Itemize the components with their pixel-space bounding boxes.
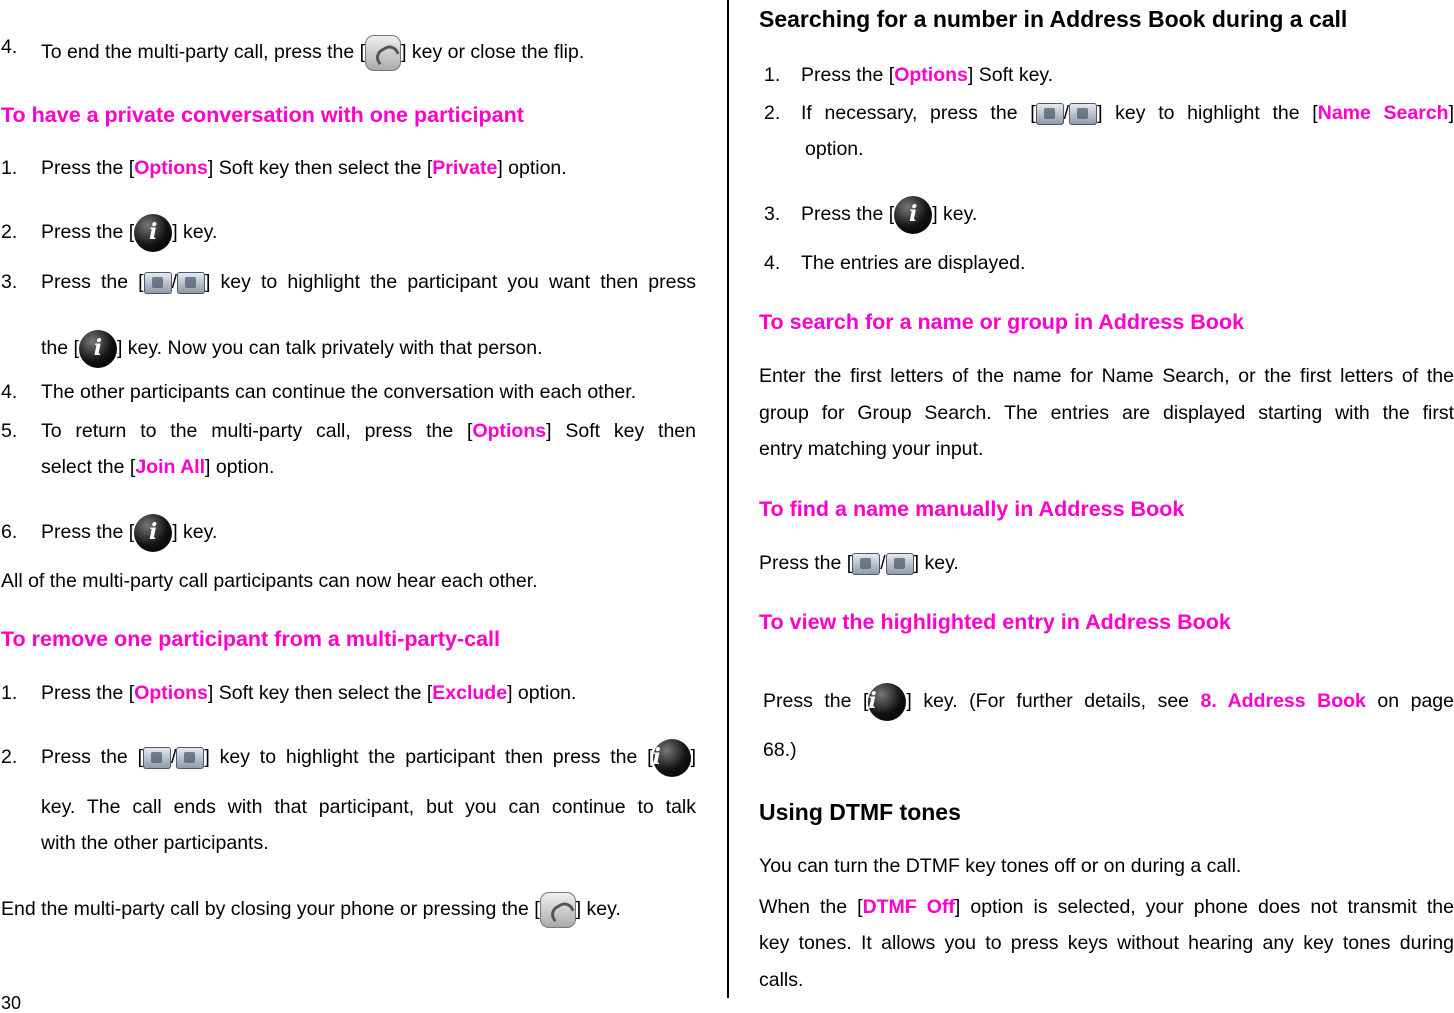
step-number: 6. [1,521,18,543]
remove-step-2-cont: key. The call ends with that participant, but you can continue to talk [41,796,696,818]
step-number: 3. [1,271,18,293]
search-step-3: Press the [i ] key. [801,196,977,234]
private-step-4: The other participants can continue the conversation with each other. [41,381,637,403]
end-call-key-icon [365,35,401,71]
step-number: 1. [1,157,18,179]
address-book-link[interactable]: 8. Address Book [1200,690,1366,713]
private-step-5: To return to the multi-party call, press the [Options] Soft key then [41,420,696,442]
end-multiparty-text: End the multi-party call by closing your phone or pressing the [ ] key. [1,892,621,928]
step-number: 2. [764,102,781,124]
find-manually-text: Press the [ / ] key. [759,552,959,574]
nav-down-key-icon [1069,103,1097,125]
nav-down-key-icon [176,747,204,769]
info-ok-key-icon [134,514,172,552]
search-name-group-heading: To search for a name or group in Address Book [759,310,1245,334]
find-manually-heading: To find a name manually in Address Book [759,497,1185,521]
end-call-step: To end the multi-party call, press the [ ] key or close the flip. [41,35,584,71]
page-number: 30 [1,993,22,1013]
private-step-3-cont: the [i ] key. Now you can talk privately with that person. [41,330,543,368]
nav-up-key-icon [1036,103,1064,125]
step-number: 5. [1,420,18,442]
dtmf-line-3: key tones. It allows you to press keys without hearing any key tones during [759,932,1454,954]
dtmf-line-4: calls. [759,969,804,991]
dtmf-line-2: When the [DTMF Off] option is selected, your phone does not transmit the [759,896,1454,918]
remove-participant-heading: To remove one participant from a multi-party-call [1,627,500,651]
dtmf-line-1: You can turn the DTMF key tones off or on during a call. [759,855,1242,877]
column-divider [727,0,729,998]
search-during-call-heading: Searching for a number in Address Book during a call [759,6,1348,32]
step-number: 4. [764,252,781,274]
info-ok-key-icon [653,739,691,777]
private-step-5-cont: select the [Join All] option. [41,456,275,478]
step-number: 2. [1,221,18,243]
info-ok-key-icon [894,196,932,234]
nav-up-key-icon [143,747,171,769]
step-number: 3. [764,203,781,225]
nav-up-key-icon [852,553,880,575]
remove-step-2-cont2: with the other participants. [41,832,269,854]
nav-down-key-icon [886,553,914,575]
search-step-2: If necessary, press the [ / ] key to highlight the [Name Search] [801,102,1454,124]
view-entry-text: Press the [i ] key. (For further details, see 8. Address Book on page [763,683,1454,721]
step-number: 4. [1,36,18,58]
group-line-1: Enter the first letters of the name for Name Search, or the first letters of the [759,365,1454,387]
private-step-1: Press the [Options] Soft key then select the [Private] option. [41,157,567,179]
group-line-2: group for Group Search. The entries are displayed starting with the first [759,402,1454,424]
private-step-3: Press the [ / ] key to highlight the participant you want then press [41,271,696,293]
private-step-6: Press the [i ] key. [41,514,217,552]
group-line-3: entry matching your input. [759,438,984,460]
remove-step-2: Press the [ / ] key to highlight the participant then press the [i ] [41,739,696,777]
nav-down-key-icon [177,272,205,294]
step-number: 1. [764,64,781,86]
info-ok-key-icon [79,330,117,368]
search-step-4: The entries are displayed. [801,252,1026,274]
nav-up-key-icon [144,272,172,294]
step-number: 4. [1,381,18,403]
all-hear-text: All of the multi-party call participants can now hear each other. [1,570,538,592]
dtmf-heading: Using DTMF tones [759,799,961,825]
search-step-2-cont: option. [805,138,864,160]
remove-step-1: Press the [Options] Soft key then select the [Exclude] option. [41,682,577,704]
info-ok-key-icon [134,214,172,252]
search-step-1: Press the [Options] Soft key. [801,64,1054,86]
private-step-2: Press the [i ] key. [41,214,217,252]
step-number: 1. [1,682,18,704]
private-conversation-heading: To have a private conversation with one participant [1,103,524,127]
end-call-key-icon [540,892,576,928]
view-entry-heading: To view the highlighted entry in Address Book [759,610,1231,634]
info-ok-key-icon [868,683,906,721]
view-entry-text-cont: 68.) [763,739,797,761]
step-number: 2. [1,746,18,768]
